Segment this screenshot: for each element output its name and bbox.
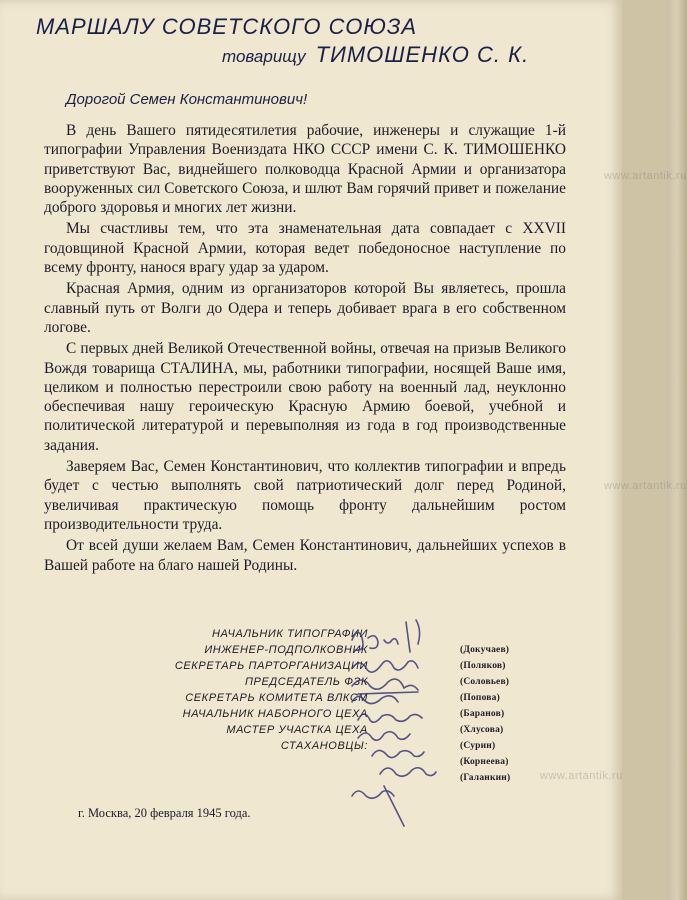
page-edge xyxy=(667,0,687,900)
signature-role: СЕКРЕТАРЬ ПАРТОРГАНИЗАЦИИ xyxy=(174,660,368,672)
paragraph: От всей души желаем Вам, Семен Константинович, дальнейших успехов в Вашей работе на благо нашей Родины. xyxy=(44,537,566,574)
watermark: www.artantik.ru xyxy=(540,770,623,782)
addressee-name: ТИМОШЕНКО С. К. xyxy=(315,42,530,67)
signature-role: СТАХАНОВЦЫ: xyxy=(280,740,368,752)
signature-name: (Корнеева) xyxy=(460,757,509,767)
signature-name: (Попова) xyxy=(460,693,500,703)
signature-role: ПРЕДСЕДАТЕЛЬ ФЗК xyxy=(244,676,368,688)
signature-name: (Сурин) xyxy=(460,741,496,751)
signature-role: СЕКРЕТАРЬ КОМИТЕТА ВЛКСМ xyxy=(185,692,368,704)
signature-scribble xyxy=(352,679,418,694)
signature-scribble xyxy=(352,661,418,672)
addressee-prefix: товарищу xyxy=(222,47,306,66)
signature-role: МАСТЕР УЧАСТКА ЦЕХА xyxy=(226,724,368,736)
addressee-title: МАРШАЛУ СОВЕТСКОГО СОЮЗА xyxy=(36,14,417,39)
signature-scribble xyxy=(358,714,422,722)
signature-name: (Хлусова) xyxy=(460,725,504,735)
paragraph: С первых дней Великой Отечественной войны, отвечая на призыв Великого Вождя товарища СТАЛИНА, мы, работники типографии, носящей Ваше имя, целиком и полностью перестроили свою работу на военный лад, неуклонно обеспечивая нашу героическую Красную Армию боевой, учебной и политической литературой и перевыполняя из года в год производственные задания. xyxy=(44,340,566,454)
signature-scribble xyxy=(372,750,424,757)
signature-scribble xyxy=(358,732,410,741)
signature-scribble xyxy=(352,620,420,652)
signature-name: (Баранов) xyxy=(460,709,505,719)
watermark: www.artantik.ru xyxy=(604,170,687,182)
paragraph: Заверяем Вас, Семен Константинович, что коллектив типографии и впредь будет с честью выполнять свой патриотический долг перед Родиной, увеличивая практическую помощь фронту дальнейшим ростом производительности труда. xyxy=(44,458,566,533)
signature-name: (Галанкин) xyxy=(460,773,511,783)
signature-role: ИНЖЕНЕР-ПОДПОЛКОВНИК xyxy=(204,644,368,656)
paragraph: Красная Армия, одним из организаторов которой Вы являетесь, прошла славный путь от Волги до Одера и теперь добивает врага в его собственном логове. xyxy=(44,280,566,336)
greeting: Дорогой Семен Константинович! xyxy=(66,91,308,108)
signature-scribble xyxy=(352,786,404,826)
paragraph: Мы счастливы тем, что эта знаменательная дата совпадает с XXVII годовщиной Красной Армии, которая ведет победоносное наступление по всему фронту, нанося врагу удар за ударом. xyxy=(44,220,566,277)
signature-name: (Поляков) xyxy=(460,661,506,671)
signature-name: (Докучаев) xyxy=(460,645,510,655)
paragraph: В день Вашего пятидесятилетия рабочие, инженеры и служащие 1-й типографии Управления Воениздата НКО СССР имени С. К. ТИМОШЕНКО приветствуют Вас, виднейшего полководца Красной Армии и организатора вооруженных сил Советского Союза, и шлют Вам горячий привет и пожелание доброго здоровья и многих лет жизни. xyxy=(44,122,566,217)
place-date: г. Москва, 20 февраля 1945 года. xyxy=(78,806,251,820)
signature-scribble xyxy=(380,768,436,777)
watermark: www.artantik.ru xyxy=(604,480,687,492)
signature-role: НАЧАЛЬНИК ТИПОГРАФИИ xyxy=(212,628,368,640)
signature-name: (Соловьев) xyxy=(460,677,510,687)
signature-scribble xyxy=(352,696,398,704)
signature-role: НАЧАЛЬНИК НАБОРНОГО ЦЕХА xyxy=(182,708,368,720)
